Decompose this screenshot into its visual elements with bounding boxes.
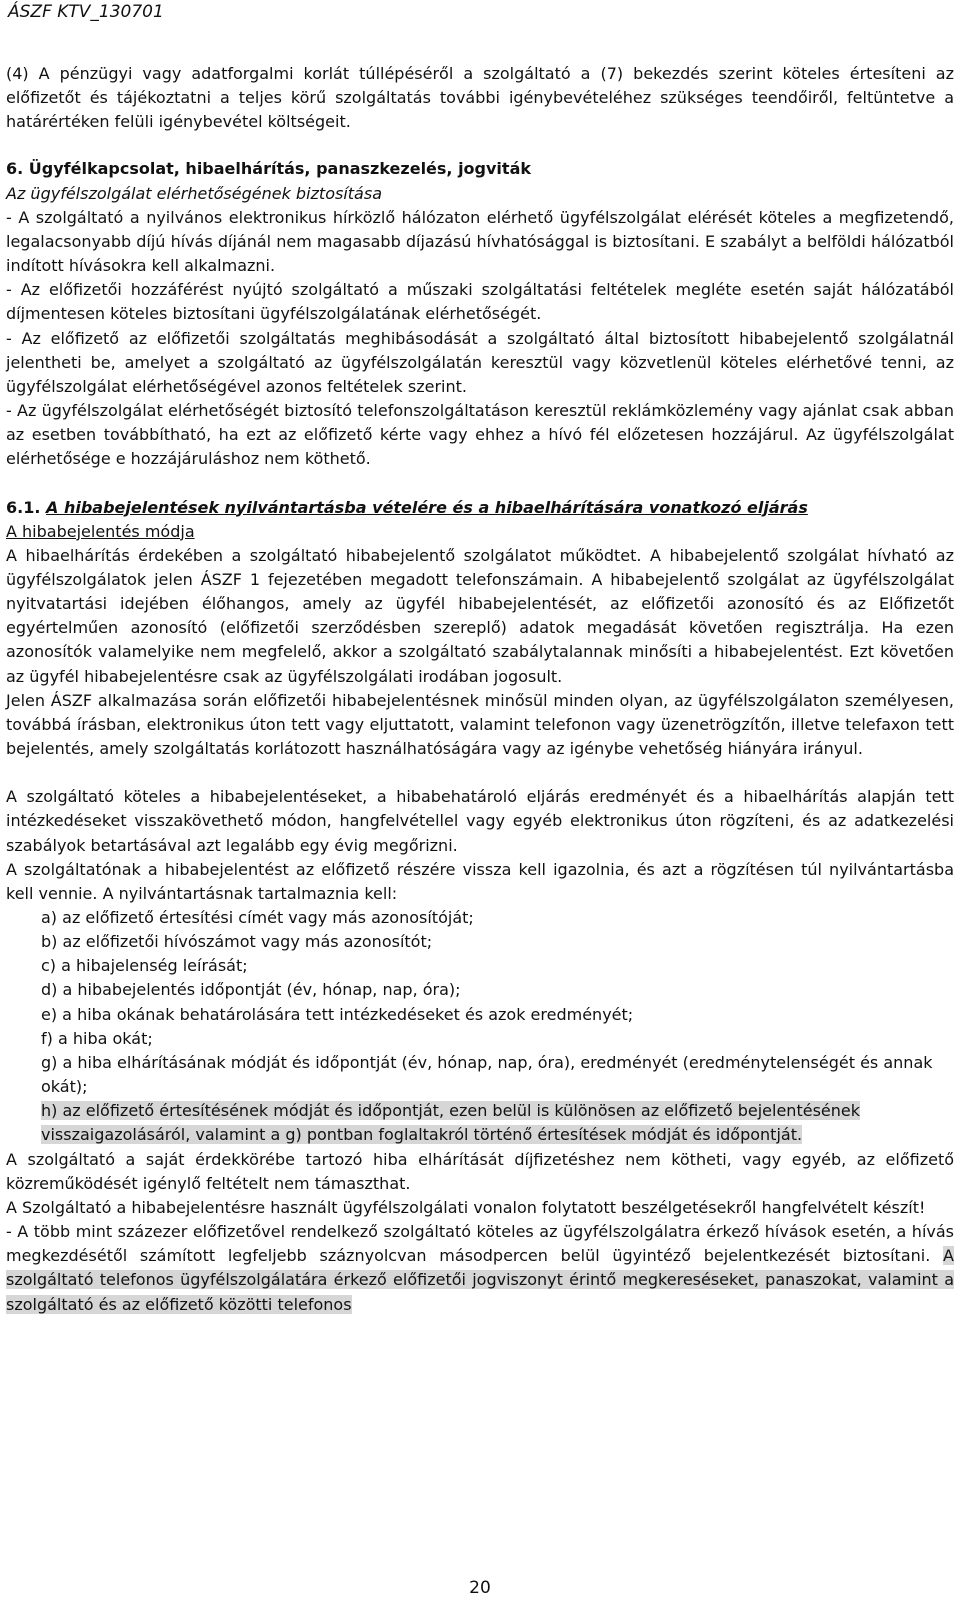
list-item: e) a hiba okának behatárolására tett intézkedéseket és azok eredményét; bbox=[41, 1004, 634, 1024]
section-6-paragraph: - A szolgáltató a nyilvános elektronikus hírközlő hálózaton elérhető ügyfélszolgálat elérését köteles a megfizetendő, legalacsonyabb díjú hívás díjánál nem magasabb díjazású hívhatósággal is biztosítani. E szabályt a belföldi hálózatból indított hívásokra kell alkalmazni. bbox=[6, 207, 954, 276]
highlighted-text: h) az előfizető értesítésének módját és időpontját, ezen belül is különösen az előfizető bejelentésének visszaigazolásáról, valamint a g) pontban foglaltakról történő értesítések módját és időpontját. bbox=[41, 1101, 860, 1145]
section-6-1-paragraph: A szolgáltató a saját érdekkörébe tartozó hiba elhárítását díjfizetéshez nem kötheti, vagy egyéb, az előfizető közreműködését igénylő feltételt nem támaszthat. bbox=[6, 1149, 954, 1193]
section-6-1-subtitle: A hibabejelentés módja bbox=[6, 521, 195, 541]
section-6-1-paragraph: A Szolgáltató a hibabejelentésre használt ügyfélszolgálati vonalon folytatott beszélgetésekről hangfelvételt készít! bbox=[6, 1197, 926, 1217]
registry-content-list bbox=[6, 906, 954, 1148]
section-6-paragraph: - Az ügyfélszolgálat elérhetőségét biztosító telefonszolgáltatáson keresztül reklámközlemény vagy ajánlat csak abban az esetben továbbítható, ha ezt az előfizető kérte vagy ehhez a hívó fél előzetesen hozzájárul. Az ügyfélszolgálat elérhetősége e hozzájáruláshoz nem köthető. bbox=[6, 401, 954, 469]
section-6-1-paragraph bbox=[6, 1220, 954, 1317]
list-item: c) a hibajelenség leírását; bbox=[41, 956, 248, 976]
list-item: a) az előfizető értesítési címét vagy más azonosítóját; bbox=[41, 908, 474, 927]
section-6-1-title bbox=[6, 496, 954, 520]
section-6-subtitle: Az ügyfélszolgálat elérhetőségének biztosítása bbox=[6, 183, 382, 203]
section-6-title: 6. Ügyfélkapcsolat, hibaelhárítás, panaszkezelés, jogviták bbox=[6, 159, 531, 179]
paragraph-text: - A több mint százezer előfizetővel rendelkező szolgáltató köteles az ügyfélszolgálatra érkező hívások esetén, a hívás megkezdésétől számított legfeljebb száznyolcvan másodpercen belül ügyintéző bejelentkezését biztosítani. bbox=[6, 1222, 954, 1266]
document-body bbox=[6, 62, 954, 1317]
list-item bbox=[41, 1099, 954, 1147]
section-6-1-paragraph: A hibaelhárítás érdekében a szolgáltató hibabejelentő szolgálatot működtet. A hibabejelentő szolgálat hívható az ügyfélszolgálatok jelen ÁSZF 1 fejezetében megadott telefonszámain. A hibabejelentő szolgálat az ügyfélszolgálat nyitvatartási idejében élőhangos, amely az ügyfél hibabejelentését, az előfizetői azonosító és az Előfizetőt egyértelműen azonosító (előfizetői szerződésben szereplő) adatok megadását követően regisztrálja. Ha ezen azonosítók valamelyike nem megfelelő, akkor a szolgáltató szabálytalannak minősíti a hibabejelentést. Ezt követően az ügyfél hibabejelentésre csak az ügyfélszolgálati irodában jogosult. bbox=[6, 545, 954, 686]
section-6-paragraph: - Az előfizető az előfizetői szolgáltatás meghibásodását a szolgáltató által biztosított hibabejelentő szolgálatnál jelentheti be, amelyet a szolgáltató az ügyfélszolgálatán keresztül vagy közvetlenül köteles elérhetővé tenni, az ügyfélszolgálat elérhetőségével azonos feltételek szerint. bbox=[6, 328, 954, 396]
list-item: f) a hiba okát; bbox=[41, 1028, 153, 1048]
section-6-paragraph: - Az előfizetői hozzáférést nyújtó szolgáltató a műszaki szolgáltatási feltételek megléte esetén saját hálózatából díjmentesen köteles biztosítani ügyfélszolgálatának elérhetőségét. bbox=[6, 280, 954, 324]
section-6-1-number: 6.1. bbox=[6, 497, 41, 517]
section-6-1-paragraph: A szolgáltató köteles a hibabejelentéseket, a hibabehatároló eljárás eredményét és a hibaelhárítás alapján tett intézkedéseket visszakövethető módon, hangfelvétellel vagy egyéb elektronikus úton rögzíteni, és az adatkezelési szabályok betartásával azt legalább egy évig megőrizni. bbox=[6, 787, 954, 855]
page-number: 20 bbox=[469, 1578, 491, 1598]
section-6-1-heading: A hibabejelentések nyilvántartásba vételére és a hibaelhárítására vonatkozó eljárás bbox=[46, 497, 808, 517]
list-item: g) a hiba elhárításának módját és időpontját (év, hónap, nap, óra), eredményét (eredménytelenségét és annak okát); bbox=[41, 1052, 933, 1097]
highlighted-text: A szolgáltató telefonos ügyfélszolgálatára érkező előfizetői jogviszonyt érintő megkereséseket, panaszokat, valamint a szolgáltató és az előfizető közötti telefonos bbox=[6, 1246, 954, 1314]
section-6-1-paragraph: A szolgáltatónak a hibabejelentést az előfizető részére vissza kell igazolnia, és azt a rögzítésen túl nyilvántartásba kell vennie. A nyilvántartásnak tartalmaznia kell: bbox=[6, 859, 954, 903]
list-item: d) a hibabejelentés időpontját (év, hónap, nap, óra); bbox=[41, 980, 461, 1000]
document-id: ÁSZF KTV_130701 bbox=[8, 2, 164, 22]
section-6-1-paragraph: Jelen ÁSZF alkalmazása során előfizetői hibabejelentésnek minősül minden olyan, az ügyfélszolgálaton személyesen, továbbá írásban, elektronikus úton tett vagy eljuttatott, valamint telefonon vagy üzenetrögzítőn, illetve telefaxon tett bejelentés, amely szolgáltatás korlátozott használhatóságára vagy az igénybe vehetőség hiányára irányul. bbox=[6, 690, 954, 759]
list-item: b) az előfizetői hívószámot vagy más azonosítót; bbox=[41, 932, 433, 952]
paragraph-limit-notice: (4) A pénzügyi vagy adatforgalmi korlát túllépéséről a szolgáltató a (7) bekezdés szerint köteles értesíteni az előfizetőt és tájékoztatni a teljes körű szolgáltatás további igénybevételéhez szükséges teendőiről, feltüntetve a határértéken felüli igénybevétel költségeit. bbox=[6, 64, 954, 132]
